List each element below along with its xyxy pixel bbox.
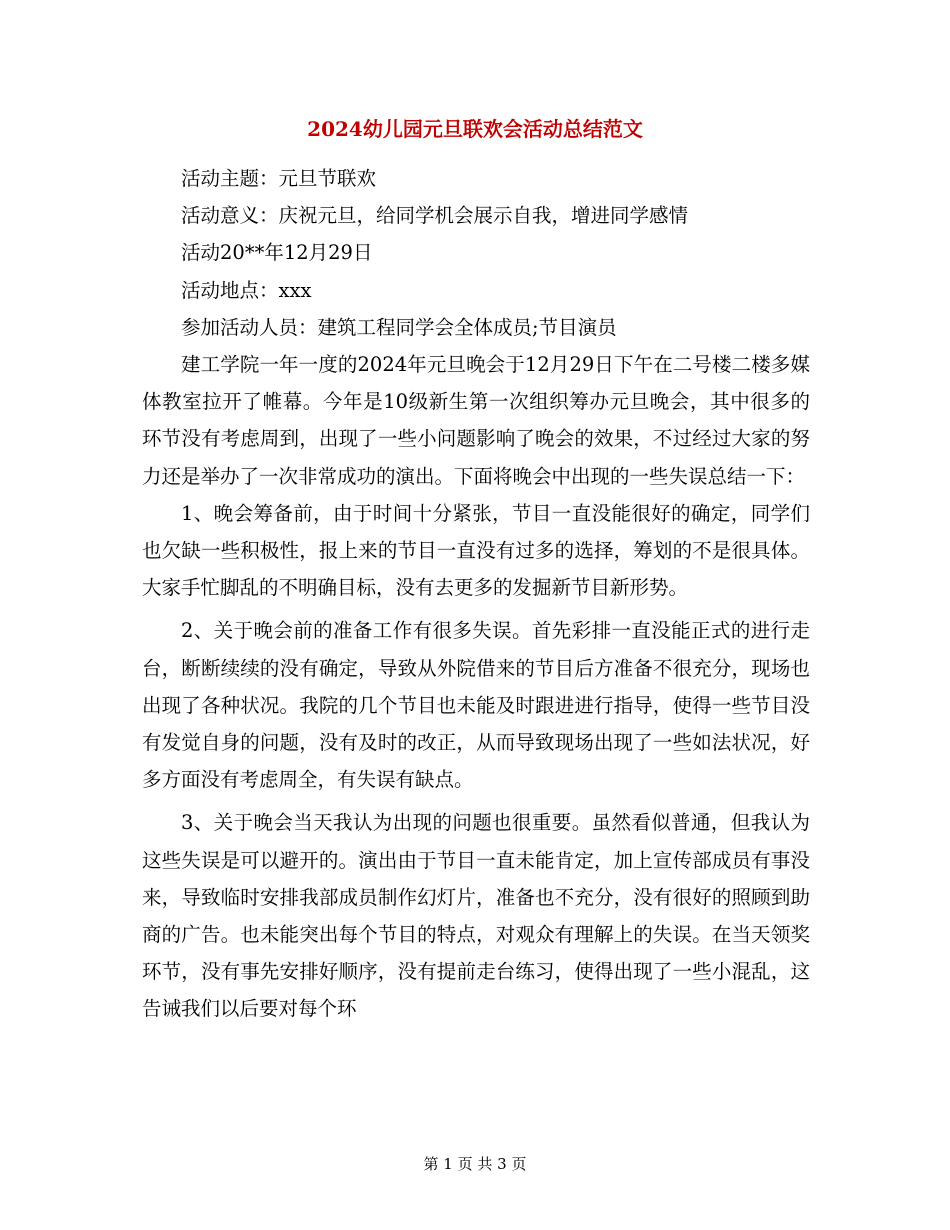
- paragraph-intro: 建工学院一年一度的2024年元旦晚会于12月29日下午在二号楼二楼多媒体教室拉开了帷幕。今年是10级新生第一次组织筹办元旦晚会，其中很多的环节没有考虑周到，出现了一些小问题影响了晚会的效果，不过经过大家的努力还是举办了一次非常成功的演出。下面将晚会中出现的一些失误总结一下：: [142, 353, 810, 488]
- paragraph-item-3: 3、关于晚会当天我认为出现的问题也很重要。虽然看似普通，但我认为这些失误是可以避开的。演出由于节目一直未能肯定，加上宣传部成员有事没来，导致临时安排我部成员制作幻灯片，准备也不充分，没有很好的照顾到助商的广告。也未能突出每个节目的特点，对观众有理解上的失误。在当天领奖环节，没有事先安排好顺序，没有提前走台练习，使得出现了一些小混乱，这告诫我们以后要对每个环: [142, 811, 810, 1021]
- info-participants: 参加活动人员：建筑工程同学会全体成员;节目演员: [181, 315, 617, 339]
- info-location: 活动地点：xxx: [181, 278, 312, 302]
- paragraph-item-1: 1、晚会筹备前，由于时间十分紧张，节目一直没能很好的确定，同学们也欠缺一些积极性，报上来的节目一直没有过多的选择，筹划的不是很具体。大家手忙脚乱的不明确目标，没有去更多的发掘新节目新形势。: [142, 501, 810, 600]
- document-body: [142, 160, 810, 1028]
- paragraph-item-2: 2、关于晚会前的准备工作有很多失误。首先彩排一直没能正式的进行走台，断断续续的没有确定，导致从外院借来的节目后方准备不很充分，现场也出现了各种状况。我院的几个节目也未能及时跟进进行指导，使得一些节目没有发觉自身的问题，没有及时的改正，从而导致现场出现了一些如法状况，好多方面没有考虑周全，有失误有缺点。: [142, 619, 810, 792]
- page-footer: 第 1 页 共 3 页: [423, 1155, 527, 1173]
- info-theme: 活动主题：元旦节联欢: [181, 167, 377, 190]
- info-date: 活动20**年12月29日: [181, 241, 373, 265]
- info-meaning: 活动意义：庆祝元旦，给同学机会展示自我，增进同学感情: [181, 204, 689, 228]
- document-title: 2024幼儿园元旦联欢会活动总结范文: [307, 117, 643, 141]
